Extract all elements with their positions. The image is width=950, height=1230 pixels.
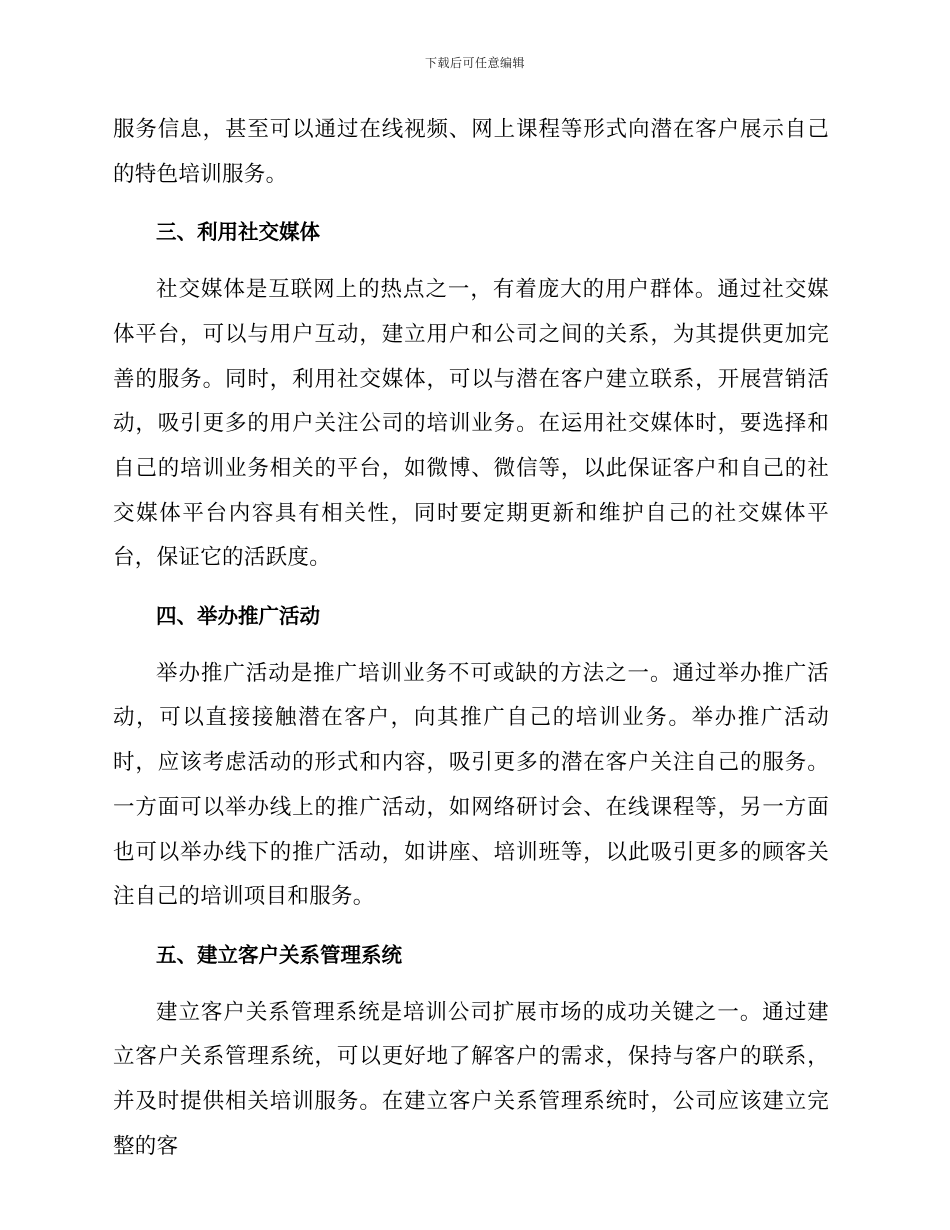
section-heading-5: 五、建立客户关系管理系统	[156, 942, 402, 967]
section-heading-4: 四、举办推广活动	[156, 604, 320, 629]
section-heading-3: 三、利用社交媒体	[156, 220, 320, 245]
paragraph-continued: 服务信息，甚至可以通过在线视频、网上课程等形式向潜在客户展示自己的特色培训服务。	[113, 117, 829, 187]
paragraph-promotion-events: 举办推广活动是推广培训业务不可或缺的方法之一。通过举办推广活动，可以直接接触潜在客户，向其推广自己的培训业务。举办推广活动时，应该考虑活动的形式和内容，吸引更多的潜在客户关注自己的服务。一方面可以举办线上的推广活动，如网络研讨会、在线课程等，另一方面也可以举办线下的推广活动，如讲座、培训班等，以此吸引更多的顾客关注自己的培训项目和服务。	[113, 660, 829, 910]
document-body	[113, 108, 829, 1169]
paragraph-social-media: 社交媒体是互联网上的热点之一，有着庞大的用户群体。通过社交媒体平台，可以与用户互动，建立用户和公司之间的关系，为其提供更加完善的服务。同时，利用社交媒体，可以与潜在客户建立联系，开展营销活动，吸引更多的用户关注公司的培训业务。在运用社交媒体时，要选择和自己的培训业务相关的平台，如微博、微信等，以此保证客户和自己的社交媒体平台内容具有相关性，同时要定期更新和维护自己的社交媒体平台，保证它的活跃度。	[113, 277, 829, 571]
paragraph-crm-system: 建立客户关系管理系统是培训公司扩展市场的成功关键之一。通过建立客户关系管理系统，可以更好地了解客户的需求，保持与客户的联系，并及时提供相关培训服务。在建立客户关系管理系统时，公司应该建立完整的客	[113, 999, 829, 1159]
header-note: 下载后可任意编辑	[424, 56, 525, 70]
